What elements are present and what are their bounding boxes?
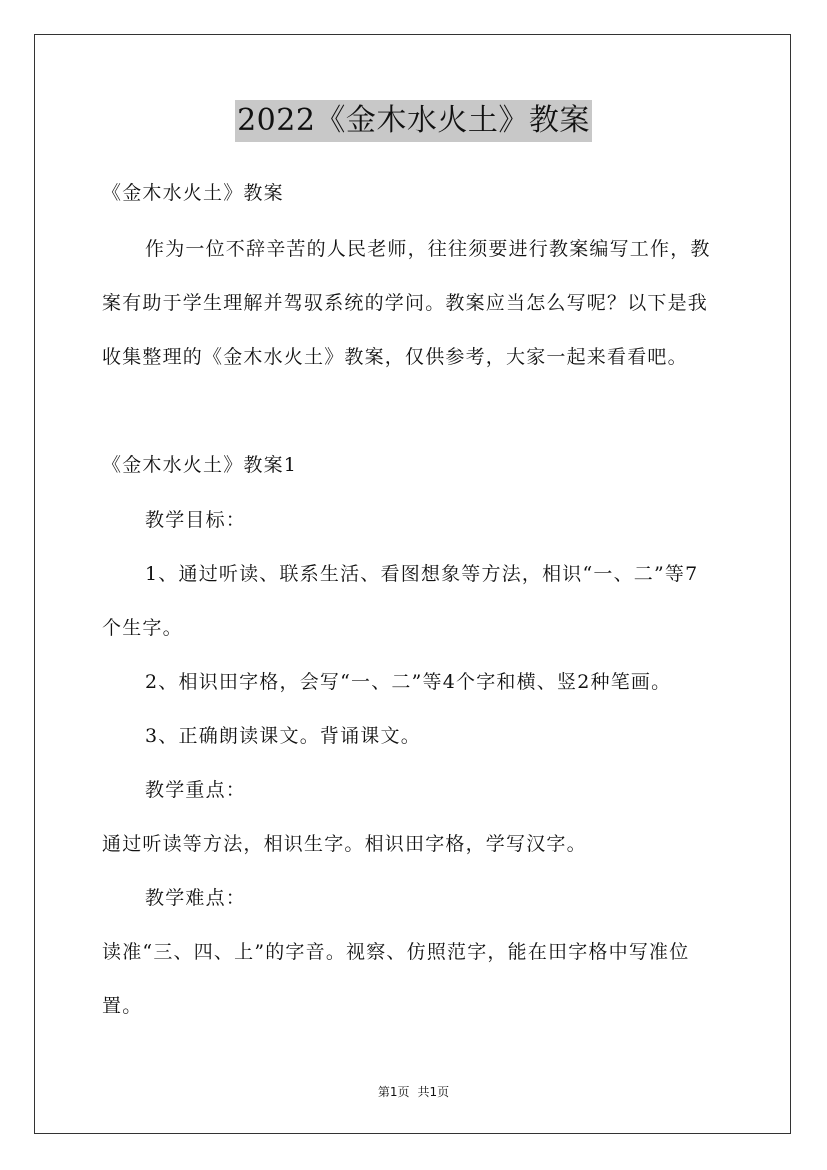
goal-2: 2、相识田字格，会写“一、二”等4个字和横、竖2种笔画。 — [145, 671, 672, 693]
difficulty-line-2: 置。 — [102, 995, 143, 1017]
document-subtitle: 《金木水火土》教案 — [102, 182, 284, 204]
difficulty-line-1: 读准“三、四、上”的字音。视察、仿照范字，能在田字格中写准位 — [102, 941, 690, 963]
goals-label: 教学目标： — [145, 509, 247, 531]
focus-text: 通过听读等方法，相识生字。相识田字格，学写汉字。 — [102, 833, 587, 855]
goal-3: 3、正确朗读课文。背诵课文。 — [145, 725, 421, 747]
difficulty-label: 教学难点： — [145, 887, 247, 909]
page-number-current: 第1页 — [377, 1085, 410, 1099]
section-heading: 《金木水火土》教案1 — [102, 454, 298, 476]
intro-line-3: 收集整理的《金木水火土》教案，仅供参考，大家一起来看看吧。 — [102, 346, 688, 368]
goal-1-line-2: 个生字。 — [102, 617, 183, 639]
intro-line-2: 案有助于学生理解并驾驭系统的学问。教案应当怎么写呢？以下是我 — [102, 292, 709, 314]
page-footer — [0, 1084, 827, 1100]
document-title: 2022《金木水火土》教案 — [235, 100, 592, 142]
title-container — [0, 100, 827, 142]
page-number-total: 共1页 — [417, 1085, 450, 1099]
intro-line-1: 作为一位不辞辛苦的人民老师，往往须要进行教案编写工作，教 — [145, 238, 711, 260]
focus-label: 教学重点： — [145, 779, 247, 801]
goal-1-line-1: 1、通过听读、联系生活、看图想象等方法，相识“一、二”等7 — [145, 563, 699, 585]
